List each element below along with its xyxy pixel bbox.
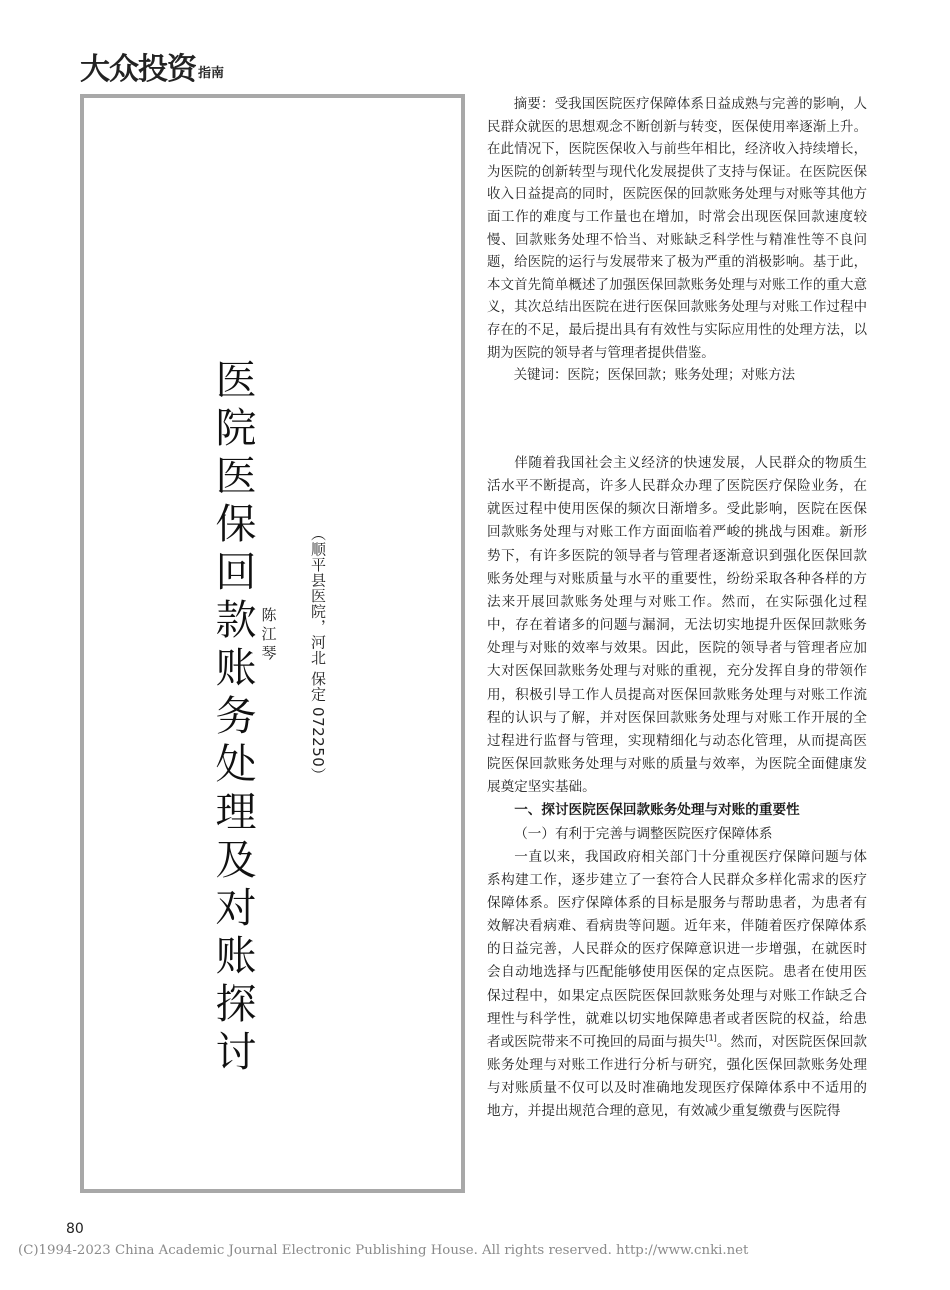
subsection-heading: （一）有利于完善与调整医院医疗保障体系 [514,825,773,842]
article-title: 医院医保回款账务处理及对账探讨 [215,356,257,1076]
paragraph-text-cont: 。然而，对医院医保回款账务处理与对账工作进行分析与研究，强化医保回款账务处理与对账质量不仅可以及时准确地发现医疗保障体系中不适用的地方，并提出规范合理的意见，有效减少重复缴费与医院得 [487,1033,868,1120]
journal-subname: 指南 [198,66,225,81]
intro-paragraph: 伴随着我国社会主义经济的快速发展，人民群众的物质生活水平不断提高，许多人民群众办理了医院医疗保险业务，在就医过程中使用医保的频次日渐增多。受此影响，医院在医保回款账务处理与对账工作方面面临着严峻的挑战与困难。新形势下，有许多医院的领导者与管理者逐渐意识到强化医保回款账务处理与对账质量与水平的重要性，纷纷采取各种各样的方法来开展回款账务处理与对账工作。然而，在实际强化过程中，存在着诸多的问题与漏洞，无法切实地提升医保回款账务处理与对账的效率与效果。因此，医院的领导者与管理者应加大对医保回款账务处理与对账的重视，充分发挥自身的带领作用，积极引导工作人员提高对医保回款账务处理与对账工作流程的认识与了解，并对医保回款账务处理与对账工作开展的全过程进行监督与管理，实现精细化与动态化管理，从而提高医院医保回款账务处理与对账的质量与效率，为医院全面健康发展奠定坚实基础。 [487,455,867,796]
section-paragraph [487,846,867,1124]
author-affiliation: （顺平县医院，河北 保定 072250） [309,526,327,783]
article-author: 陈江琴 [261,606,277,662]
citation-ref: [1] [705,1033,717,1043]
keywords-text: 关键词：医院；医保回款；账务处理；对账方法 [513,368,795,384]
journal-logo [80,44,224,88]
abstract-block [487,94,867,388]
paragraph-text: 一直以来，我国政府相关部门十分重视医疗保障问题与体系构建工作，逐步建立了一套符合人民群众多样化需求的医疗保障体系。医疗保障体系的目标是服务与帮助患者，为患者有效解决看病难、看病贵等问题。近年来，伴随着医疗保障体系的日益完善，人民群众的医疗保障意识进一步增强，在就医时会自动地选择与匹配能够使用医保的定点医院。患者在使用医保过程中，如果定点医院医保回款账务处理与对账工作缺乏合理性与科学性，就难以切实地保障患者或者医院的权益，给患者或医院带来不可挽回的局面与损失 [487,848,867,1050]
journal-name: 大众投资 [80,52,196,87]
body-text [487,452,867,1124]
section-heading: 一、探讨医院医保回款账务处理与对账的重要性 [514,802,800,819]
abstract-text: 摘要：受我国医院医疗保障体系日益成熟与完善的影响，人民群众就医的思想观念不断创新与转变，医保使用率逐渐上升。在此情况下，医院医保收入与前些年相比，经济收入持续增长，为医院的创新转型与现代化发展提供了支持与保证。在医院医保收入日益提高的同时，医院医保的回款账务处理与对账等其他方面工作的难度与工作量也在增加，时常会出现医保回款速度较慢、回款账务处理不恰当、对账缺乏科学性与精准性等不良问题，给医院的运行与发展带来了极为严重的消极影响。基于此，本文首先简单概述了加强医保回款账务处理与对账工作的重大意义，其次总结出医院在进行医保回款账务处理与对账工作过程中存在的不足，最后提出具有有效性与实际应用性的处理方法，以期为医院的领导者与管理者提供借鉴。 [487,97,867,361]
page-number: 80 [66,1221,84,1237]
copyright-notice: (C)1994-2023 China Academic Journal Electronic Publishing House. All rights reserved. http://www.cnki.net [18,1243,749,1258]
